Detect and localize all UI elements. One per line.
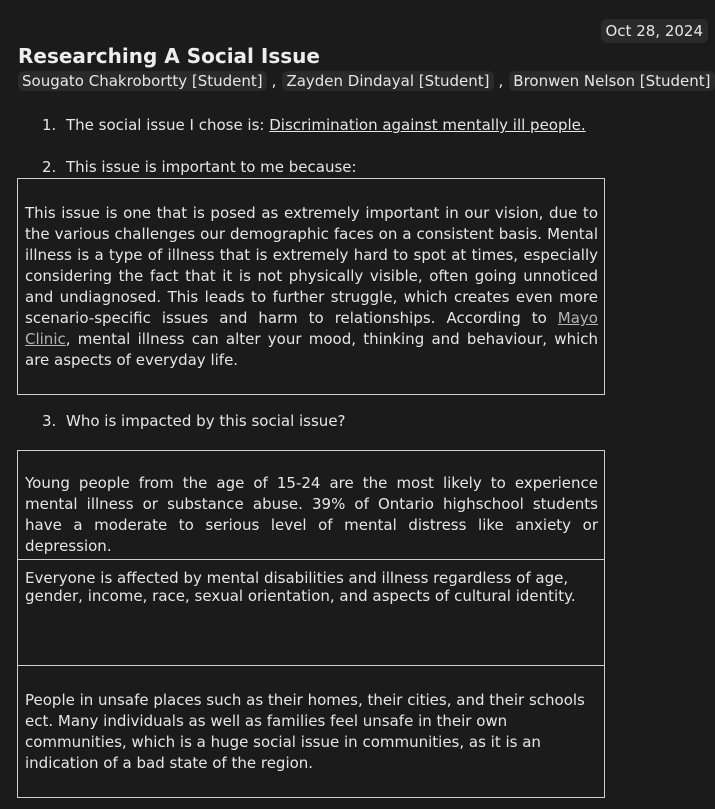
answer-text-end: , mental illness can alter your mood, thinking and behaviour, which are aspects of everyday life. xyxy=(25,330,598,369)
impact-box-3[interactable] xyxy=(17,665,605,798)
question-text: This issue is important to me because: xyxy=(66,158,357,176)
answer-box[interactable] xyxy=(17,178,605,395)
author-chip[interactable]: Zayden Dindayal [Student] xyxy=(282,71,493,91)
author-chip[interactable]: Sougato Chakrobortty [Student] xyxy=(18,71,267,91)
question-number: 2. xyxy=(42,158,57,176)
author-separator: , xyxy=(271,72,277,90)
author-chip[interactable]: Bronwen Nelson [Student] xyxy=(509,71,714,91)
impact-text: People in unsafe places such as their homes, their cities, and their schools ect. Many individuals as well as families feel unsafe in their own communities, which is a huge social issue in communities, as it is an indication of a bad state of the region. xyxy=(25,691,585,772)
question-number: 3. xyxy=(42,412,57,430)
question-1 xyxy=(42,115,586,135)
impact-box-2[interactable] xyxy=(17,559,605,666)
answer-text: This issue is one that is posed as extremely important in our vision, due to the various challenges our demographic faces on a consistent basis. Mental illness is a type of illness that is extremely hard to spot at times, especially considering the fact that it is not physically visible, often going unnoticed and undiagnosed. This leads to further struggle, which creates even more scenario-specific issues and harm to relationships. According to xyxy=(25,204,598,327)
author-separator: , xyxy=(498,72,504,90)
impact-box-1[interactable] xyxy=(17,450,605,560)
page-title: Researching A Social Issue xyxy=(18,44,320,68)
author-list xyxy=(18,71,715,91)
mayo-clinic-link[interactable]: Mayo Clinic xyxy=(25,309,598,348)
question-2 xyxy=(42,157,357,177)
question-text: The social issue I chose is: xyxy=(66,116,270,134)
issue-link[interactable]: Discrimination against mentally ill people. xyxy=(269,116,586,134)
date-badge: Oct 28, 2024 xyxy=(601,19,709,43)
question-text: Who is impacted by this social issue? xyxy=(66,412,346,430)
impact-text: Young people from the age of 15-24 are the most likely to experience mental illness or substance abuse. 39% of Ontario highschool students have a moderate to serious level of mental distress like anxiety or depression. xyxy=(25,474,598,555)
question-number: 1. xyxy=(42,116,57,134)
question-3 xyxy=(42,411,346,431)
impact-text: Everyone is affected by mental disabilities and illness regardless of age, gender, income, race, sexual orientation, and aspects of cultural identity. xyxy=(25,569,576,605)
